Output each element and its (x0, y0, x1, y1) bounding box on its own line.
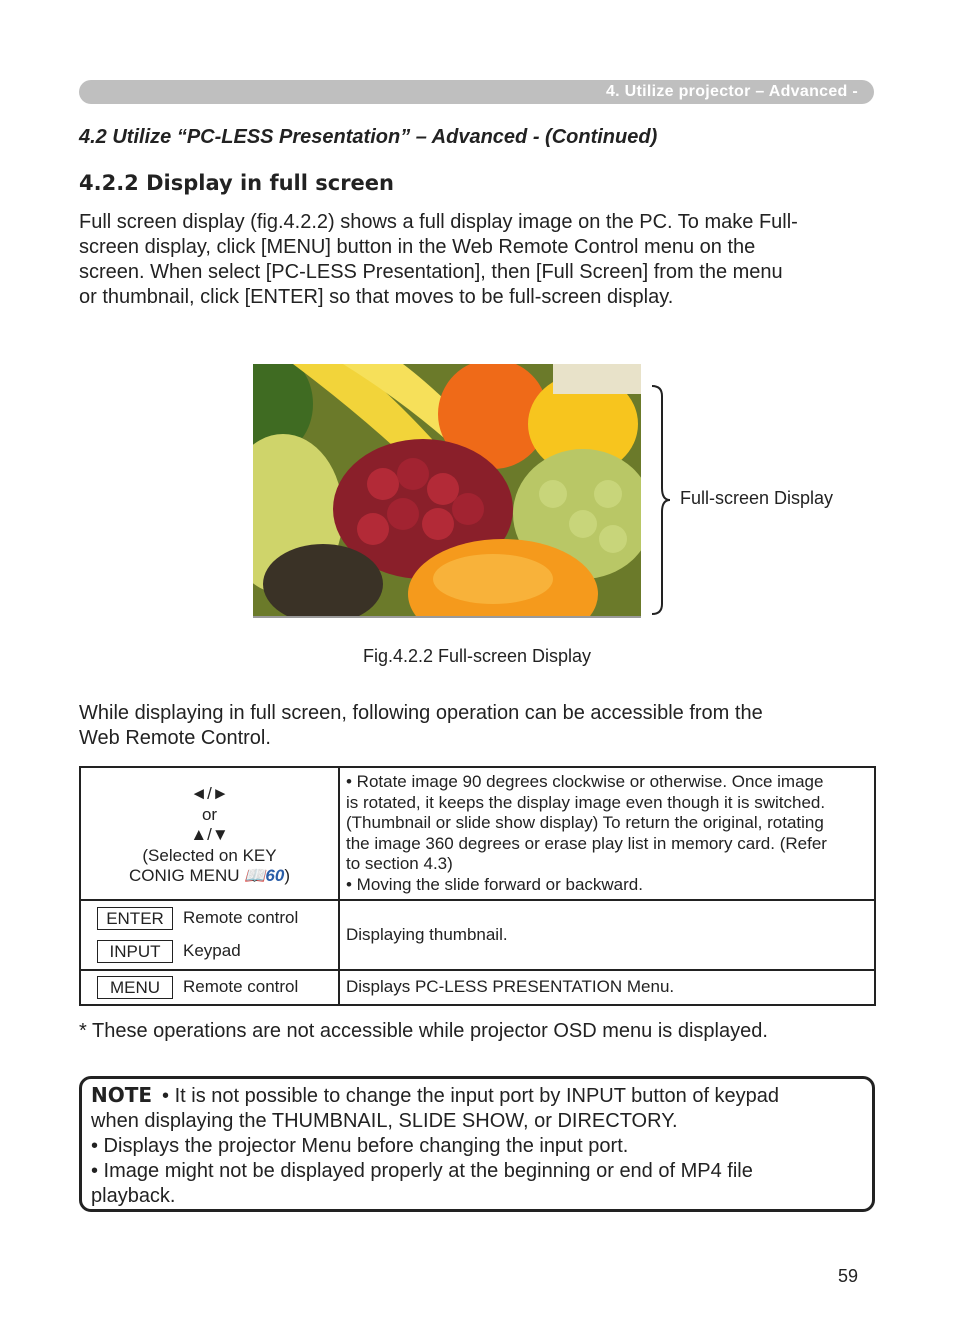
arrow-keys-left-right: ◄/► (190, 784, 229, 804)
sub-section-title: 4.2.2 Display in full screen (79, 171, 394, 195)
operations-table (79, 766, 876, 1006)
enter-key: ENTER (97, 907, 173, 930)
intro-paragraph (79, 210, 879, 310)
note-line (91, 1083, 864, 1109)
desc-line: • Moving the slide forward or backward. (346, 874, 643, 894)
footnote: * These operations are not accessible while projector OSD menu is displayed. (79, 1020, 768, 1042)
key-source-label: Keypad (183, 941, 241, 961)
description-cell: Displaying thumbnail. (339, 900, 875, 970)
desc-line: to section 4.3) (346, 854, 453, 873)
intro-line: screen display, click [MENU] button in the Web Remote Control menu on the (79, 236, 756, 258)
desc-line: the image 360 degrees or erase play list in memory card. (Refer (346, 833, 827, 853)
table-row (80, 900, 875, 970)
keys-cell (80, 900, 339, 970)
note-line: • Image might not be displayed properly at the beginning or end of MP4 file (91, 1160, 753, 1182)
input-key-row (81, 938, 338, 965)
key-source-label: Remote control (183, 977, 299, 997)
description-cell: Displays PC-LESS PRESENTATION Menu. (339, 970, 875, 1005)
figure-callout-label: Full-screen Display (680, 488, 834, 508)
desc-line: is rotated, it keeps the display image even though it is switched. (346, 792, 826, 812)
table-row (80, 767, 875, 900)
desc-line: • Rotate image 90 degrees clockwise or otherwise. Once image (346, 772, 824, 791)
note-line: when displaying the THUMBNAIL, SLIDE SHOW, or DIRECTORY. (91, 1110, 678, 1132)
input-key: INPUT (97, 940, 173, 963)
operations-intro-line: While displaying in full screen, following operation can be accessible from the (79, 702, 763, 724)
section-title: 4.2 Utilize “PC-LESS Presentation” – Advanced - (Continued) (79, 126, 658, 148)
intro-line: screen. When select [PC-LESS Presentation], then [Full Screen] from the menu (79, 261, 783, 283)
key-config-label: CONIG MENU (129, 866, 245, 886)
chapter-header-bar (79, 80, 874, 104)
key-source-label: Remote control (183, 908, 299, 928)
fruit-photo (253, 364, 641, 616)
arrow-keys-up-down: ▲/▼ (190, 825, 229, 845)
page-number: 59 (838, 1266, 859, 1286)
note-line: • Displays the projector Menu before changing the input port. (91, 1135, 629, 1157)
menu-key-row (81, 974, 338, 1001)
selected-on-text: (Selected on KEY (142, 845, 277, 865)
note-line: playback. (91, 1185, 176, 1207)
chapter-header-text: 4. Utilize projector – Advanced - (605, 83, 858, 100)
page-reference: 60 (265, 866, 285, 886)
key-config-text: CONIG MENU 📖60) (129, 866, 290, 886)
enter-key-row (81, 905, 338, 932)
fullscreen-display-image (253, 364, 641, 618)
note-text: • It is not possible to change the input port by INPUT button of keypad (162, 1085, 780, 1107)
keys-cell (80, 767, 339, 900)
note-label: NOTE (91, 1083, 153, 1107)
description-cell (339, 767, 875, 900)
desc-line: (Thumbnail or slide show display) To return the original, rotating (346, 813, 824, 832)
operations-intro-line: Web Remote Control. (79, 727, 271, 749)
book-icon: 📖 (244, 866, 266, 886)
note-box (79, 1076, 875, 1212)
figure-caption: Fig.4.2.2 Full-screen Display (362, 646, 592, 666)
or-text: or (201, 804, 218, 824)
intro-line: Full screen display (fig.4.2.2) shows a full display image on the PC. To make Full- (79, 211, 798, 233)
menu-key: MENU (97, 976, 173, 999)
table-row (80, 970, 875, 1005)
bracket-icon (648, 384, 678, 616)
intro-line: or thumbnail, click [ENTER] so that moves to be full-screen display. (79, 286, 674, 308)
keys-cell (80, 970, 339, 1005)
operations-intro (79, 701, 879, 751)
